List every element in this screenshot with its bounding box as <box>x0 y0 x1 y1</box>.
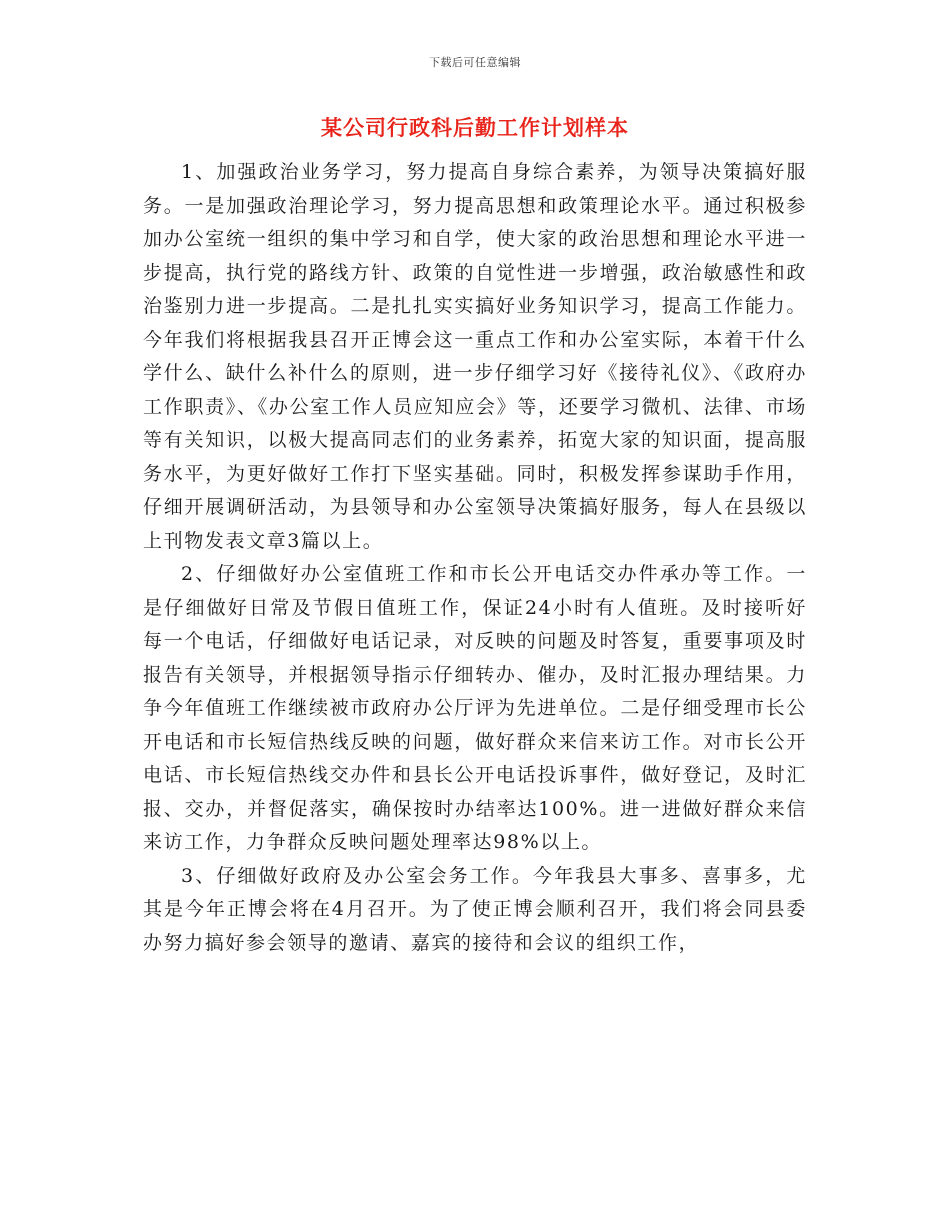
document-body <box>143 156 807 960</box>
paragraph-1: 1、加强政治业务学习，努力提高自身综合素养，为领导决策搞好服务。一是加强政治理论学习，努力提高思想和政策理论水平。通过积极参加办公室统一组织的集中学习和自学，使大家的政治思想和理论水平进一步提高，执行党的路线方针、政策的自觉性进一步增强，政治敏感性和政治鉴别力进一步提高。二是扎扎实实搞好业务知识学习，提高工作能力。今年我们将根据我县召开正博会这一重点工作和办公室实际，本着干什么学什么、缺什么补什么的原则，进一步仔细学习好《接待礼仪》、《政府办工作职责》、《办公室工作人员应知应会》等，还要学习微机、法律、市场等有关知识，以极大提高同志们的业务素养，拓宽大家的知识面，提高服务水平，为更好做好工作打下坚实基础。同时，积极发挥参谋助手作用，仔细开展调研活动，为县领导和办公室领导决策搞好服务，每人在县级以上刊物发表文章3篇以上。 <box>143 161 807 552</box>
document-title: 某公司行政科后勤工作计划样本 <box>321 115 629 140</box>
paragraph-2: 2、仔细做好办公室值班工作和市长公开电话交办件承办等工作。一是仔细做好日常及节假日值班工作，保证24小时有人值班。及时接听好每一个电话，仔细做好电话记录，对反映的问题及时答复，重要事项及时报告有关领导，并根据领导指示仔细转办、催办，及时汇报办理结果。力争今年值班工作继续被市政府办公厅评为先进单位。二是仔细受理市长公开电话和市长短信热线反映的问题，做好群众来信来访工作。对市长公开电话、市长短信热线交办件和县长公开电话投诉事件，做好登记，及时汇报、交办，并督促落实，确保按时办结率达100%。进一进做好群众来信来访工作，力争群众反映问题处理率达98%以上。 <box>143 563 807 853</box>
paragraph-3: 3、仔细做好政府及办公室会务工作。今年我县大事多、喜事多，尤其是今年正博会将在4月召开。为了使正博会顺利召开，我们将会同县委办努力搞好参会领导的邀请、嘉宾的接待和会议的组织工作， <box>143 864 807 954</box>
header-note: 下载后可任意编辑 <box>429 56 521 69</box>
